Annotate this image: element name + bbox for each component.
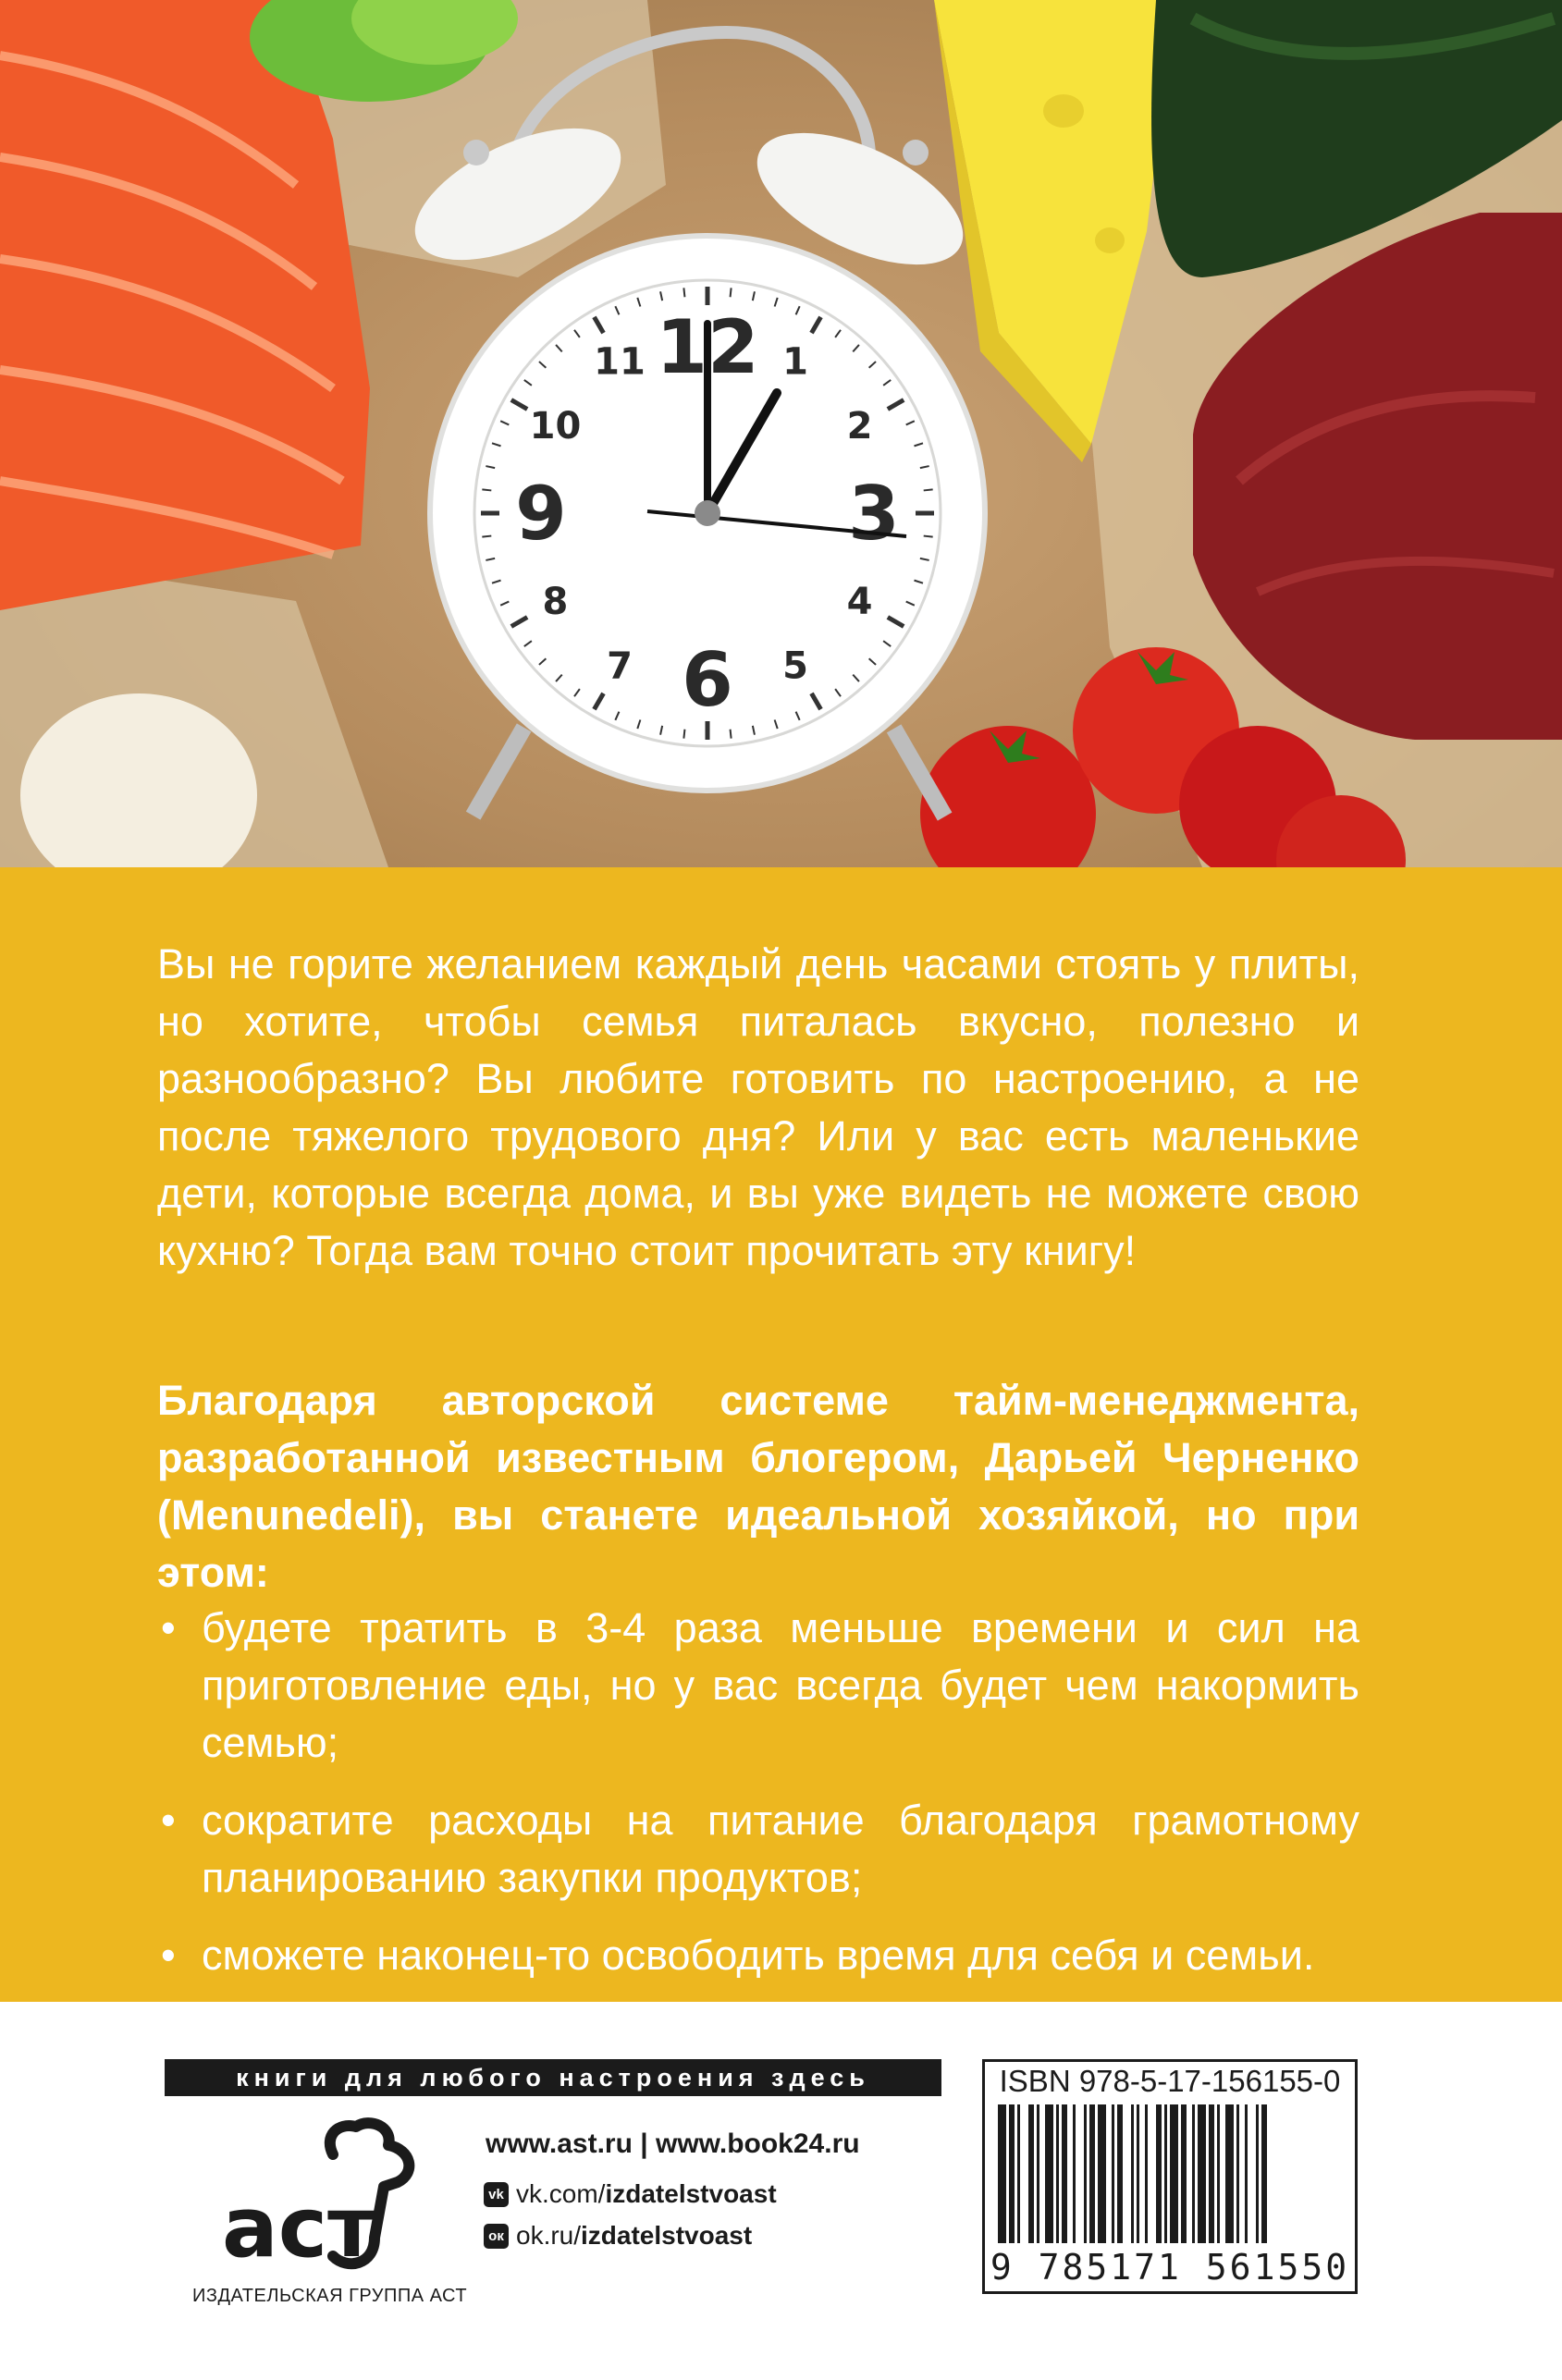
bullet-marker: • [161,1797,176,1844]
vk-icon: vk [484,2182,509,2207]
clock-numeral: 3 [848,471,900,557]
bullet-marker: • [161,1604,176,1651]
barcode-bars [998,2104,1342,2243]
barcode-bar [1131,2104,1134,2243]
barcode-bar [1164,2104,1167,2243]
barcode-bar [1112,2104,1114,2243]
barcode-bar [1217,2104,1220,2243]
barcode-bar [1261,2104,1267,2243]
barcode-bar [1225,2104,1234,2243]
barcode-bar [1037,2104,1039,2243]
barcode-bar [1256,2104,1259,2243]
list-item: • будете тратить в 3-4 раза меньше времени и сил на приготовление еды, но у вас всегда будет чем накормить семью; [157,1600,1359,1772]
clock-tick [924,536,933,537]
clock-numeral: 4 [846,581,873,623]
clock-numeral: 6 [682,637,733,723]
clock-numeral: 2 [846,405,873,448]
barcode-bar [1073,2104,1076,2243]
barcode-bar [1145,2104,1148,2243]
bullet-marker: • [161,1932,176,1979]
barcode-bar [1192,2104,1195,2243]
food-and-clock-illustration [0,0,1562,867]
clock-numeral: 9 [515,471,567,557]
clock-numeral: 7 [607,644,633,688]
barcode-bar [1098,2104,1106,2243]
alarm-clock [396,32,985,821]
barcode-bar [1062,2104,1067,2243]
ok-link[interactable]: ок ok.ru/ izdatelstvoast [484,2221,752,2251]
vk-link[interactable]: vk vk.com/ izdatelstvoast [484,2179,777,2209]
tagline-bar: книги для любого настроения здесь [165,2059,941,2096]
ean-digits: 9 785171 561550 [990,2247,1350,2288]
barcode-bar [998,2104,1006,2243]
clock-tick [683,730,684,739]
clock-tick [924,489,933,490]
clock-tick [482,536,491,537]
clock-numeral: 10 [529,405,582,448]
barcode-bar [1245,2104,1248,2243]
list-item: • сможете наконец-то освободить время для себя и семьи. [157,1927,1359,1984]
barcode-bar [1028,2104,1034,2243]
clock-tick [731,730,732,739]
clock-tick [482,489,491,490]
clock-tick [683,288,684,297]
intro-paragraph: Вы не горите желанием каждый день часами стоять у плиты, но хотите, чтобы семья питалась вкусно, полезно и разнообразно? Вы любите готовить по настроению, а не после тяжелого трудового дня? Или у вас есть маленькие дети, которые всегда дома, и вы уже видеть не можете свою кухню? Тогда вам точно стоит прочитать эту книгу! [157,940,1359,1274]
cover-photo [0,0,1562,867]
list-item: • сократите расходы на питание благодаря грамотному планированию закупки продуктов; [157,1792,1359,1907]
publisher-name: ИЗДАТЕЛЬСКАЯ ГРУППА АСТ [192,2286,468,2306]
odnoklassniki-icon: ок [484,2224,509,2249]
clock-numeral: 5 [782,644,808,688]
benefits-list [157,1600,1359,2005]
clock-numeral: 12 [656,304,759,390]
clock-tick [731,288,732,297]
barcode-bar [1084,2104,1087,2243]
isbn-barcode [982,2059,1358,2294]
barcode-bar [1209,2104,1214,2243]
barcode-bar [1137,2104,1139,2243]
isbn-number: ISBN 978-5-17-156155-0 [999,2064,1341,2098]
clock-numeral: 8 [542,581,569,623]
ast-logo [185,2117,453,2275]
clock-numeral: 11 [594,340,646,384]
lead-paragraph: Благодаря авторской системе тайм-менеджмента, разработанной известным блогером, Дарьей Черненко (Menunedeli), вы станете идеальной хозяйкой, но при этом: [157,1377,1359,1596]
barcode-bar [1056,2104,1059,2243]
clock-numeral: 1 [782,340,808,384]
website-links[interactable]: www.ast.ru | www.book24.ru [486,2129,860,2159]
barcode-bar [1089,2104,1095,2243]
barcode-bar [1156,2104,1162,2243]
barcode-bar [1170,2104,1178,2243]
barcode-bar [1045,2104,1053,2243]
barcode-bar [1009,2104,1015,2243]
logo-text: аст [222,2179,376,2275]
barcode-bar [1236,2104,1239,2243]
barcode-bar [1198,2104,1206,2243]
barcode-bar [1181,2104,1187,2243]
barcode-bar [1117,2104,1123,2243]
barcode-bar [1017,2104,1020,2243]
